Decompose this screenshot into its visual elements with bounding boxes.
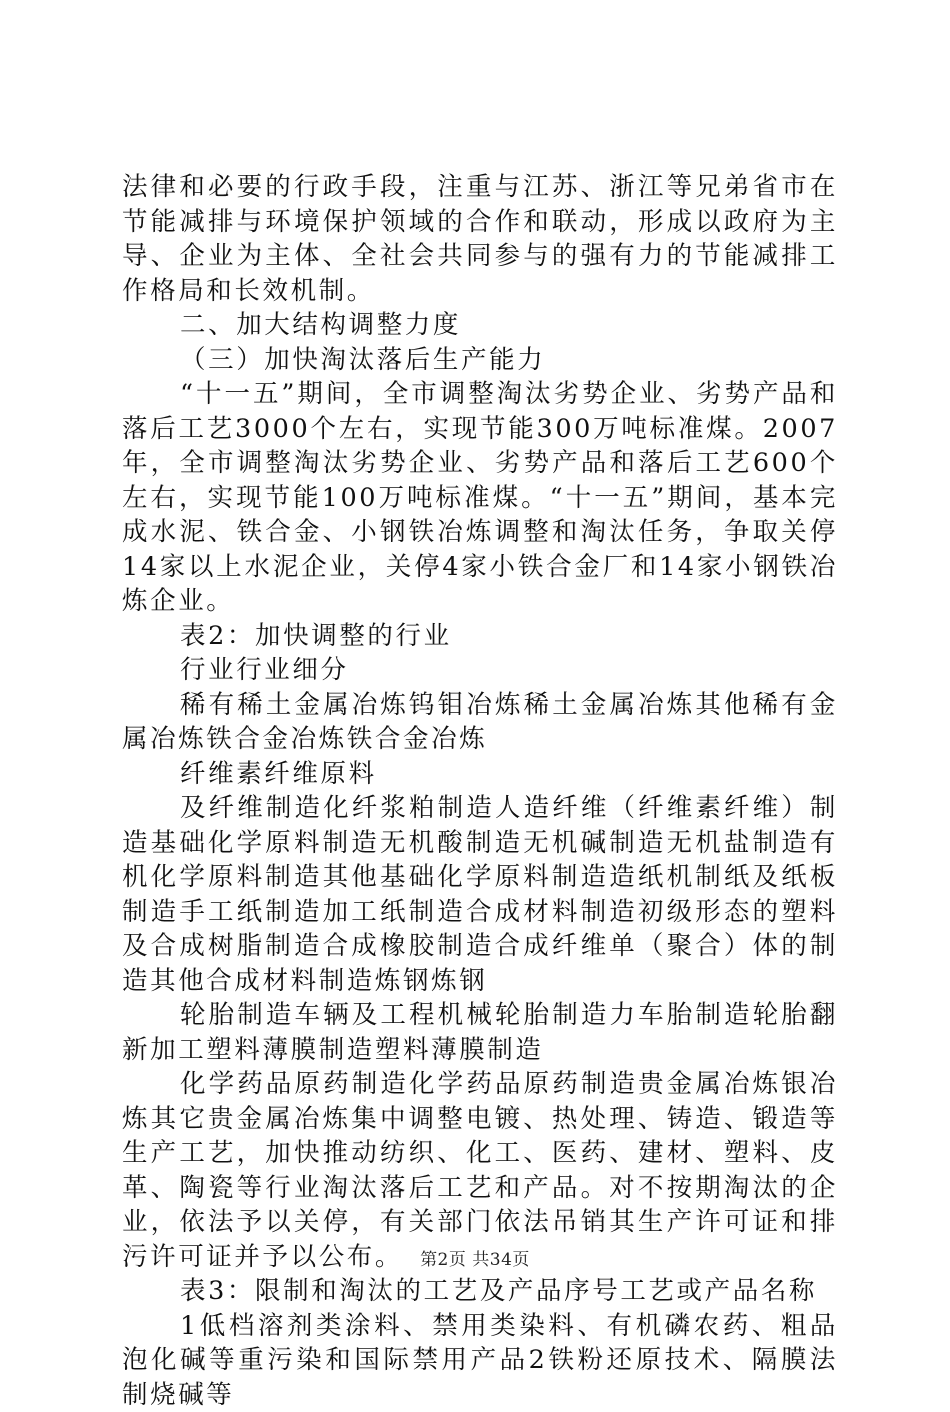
body-paragraph: “十一五”期间，全市调整淘汰劣势企业、劣势产品和落后工艺3000个左右，实现节能300万吨标准煤。2007年，全市调整淘汰劣势企业、劣势产品和落后工艺600个左右，实现节能100万吨标准煤。“十一五”期间，基本完成水泥、铁合金、小钢铁冶炼调整和淘汰任务，争取关停14家以上水泥企业，关停4家小铁合金厂和14家小钢铁冶炼企业。 [122, 377, 838, 619]
table-row-text: 纤维素纤维原料 [122, 757, 838, 792]
table-caption: 表2：加快调整的行业 [122, 619, 838, 654]
body-paragraph: 化学药品原药制造化学药品原药制造贵金属冶炼银冶炼其它贵金属冶炼集中调整电镀、热处理、铸造、锻造等生产工艺，加快推动纺织、化工、医药、建材、塑料、皮革、陶瓷等行业淘汰落后工艺和产品。对不按期淘汰的企业，依法予以关停，有关部门依法吊销其生产许可证和排污许可证并予以公布。 [122, 1067, 838, 1274]
subsection-heading: （三）加快淘汰落后生产能力 [122, 343, 838, 378]
body-paragraph: 法律和必要的行政手段，注重与江苏、浙江等兄弟省市在节能减排与环境保护领域的合作和联动，形成以政府为主导、企业为主体、全社会共同参与的强有力的节能减排工作格局和长效机制。 [122, 170, 838, 308]
section-heading: 二、加大结构调整力度 [122, 308, 838, 343]
page-number-footer: 第2页 共34页 [0, 1245, 950, 1270]
table-header: 行业行业细分 [122, 653, 838, 688]
table-row-text: 及纤维制造化纤浆粕制造人造纤维（纤维素纤维）制造基础化学原料制造无机酸制造无机碱制造无机盐制造有机化学原料制造其他基础化学原料制造造纸机制纸及纸板制造手工纸制造加工纸制造合成材料制造初级形态的塑料及合成树脂制造合成橡胶制造合成纤维单（聚合）体的制造其他合成材料制造炼钢炼钢 [122, 791, 838, 998]
table-row-text: 1低档溶剂类涂料、禁用类染料、有机磷农药、粗品泡化碱等重污染和国际禁用产品2铁粉还原技术、隔膜法制烧碱等 [122, 1309, 838, 1412]
table-row-text: 轮胎制造车辆及工程机械轮胎制造力车胎制造轮胎翻新加工塑料薄膜制造塑料薄膜制造 [122, 998, 838, 1067]
table-row-text: 稀有稀土金属冶炼钨钼冶炼稀土金属冶炼其他稀有金属冶炼铁合金冶炼铁合金冶炼 [122, 688, 838, 757]
document-body [122, 170, 838, 1412]
table-caption: 表3：限制和淘汰的工艺及产品序号工艺或产品名称 [122, 1274, 838, 1309]
